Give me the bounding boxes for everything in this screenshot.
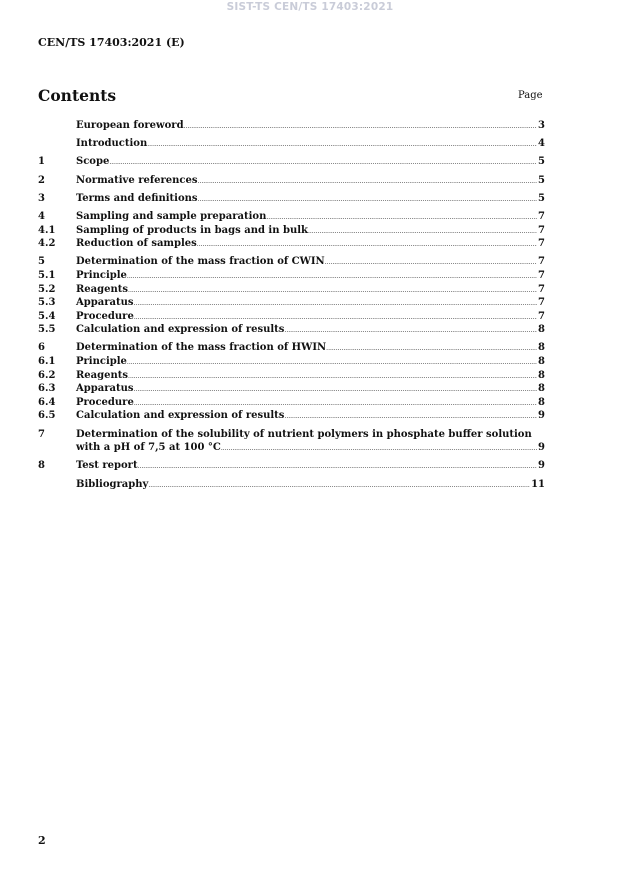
toc-entry-number: 8 bbox=[38, 460, 45, 472]
toc-entry[interactable] bbox=[38, 478, 545, 492]
toc-dot-leader bbox=[109, 156, 537, 170]
toc-entry[interactable] bbox=[38, 192, 545, 206]
toc-entry[interactable] bbox=[38, 409, 545, 423]
toc-entry-number: 7 bbox=[38, 428, 45, 440]
toc-entry-number: 1 bbox=[38, 156, 45, 168]
toc-entry-page: 5 bbox=[538, 156, 545, 168]
toc-tail-list bbox=[38, 459, 545, 491]
toc-entry-page: 4 bbox=[538, 138, 545, 150]
toc-entry-page: 9 bbox=[538, 410, 545, 422]
toc-entry-title: Determination of the mass fraction of HWIN bbox=[76, 342, 327, 354]
toc-entry[interactable] bbox=[38, 283, 545, 297]
toc-entry-title: Principle bbox=[76, 269, 127, 281]
toc-entry-title: Procedure bbox=[76, 396, 134, 408]
toc-entry-page: 8 bbox=[538, 356, 545, 368]
toc-entry-page: 7 bbox=[538, 283, 545, 295]
toc-dot-leader bbox=[221, 442, 537, 456]
toc-entry-title: Principle bbox=[76, 356, 127, 368]
toc-entry[interactable] bbox=[38, 355, 545, 369]
document-header: CEN/TS 17403:2021 (E) bbox=[38, 36, 185, 49]
toc-entry-title: Apparatus bbox=[76, 297, 134, 309]
toc-entry-page: 7 bbox=[538, 238, 545, 250]
toc-entry-number: 6.1 bbox=[38, 356, 56, 368]
toc-dot-leader bbox=[134, 397, 537, 411]
page-number: 2 bbox=[38, 834, 46, 847]
toc-dot-leader bbox=[284, 324, 537, 338]
toc-dot-leader bbox=[184, 120, 537, 134]
toc-entry-page: 5 bbox=[538, 192, 545, 204]
toc-entry-number: 4.1 bbox=[38, 224, 56, 236]
toc-entry-7[interactable] bbox=[38, 428, 545, 455]
toc-entry-number: 6.2 bbox=[38, 369, 56, 381]
toc-entry-number: 4 bbox=[38, 210, 45, 222]
table-of-contents bbox=[38, 119, 545, 491]
toc-entry[interactable] bbox=[38, 155, 545, 169]
toc-entry-title: European foreword bbox=[76, 120, 184, 131]
toc-entry-page: 8 bbox=[538, 342, 545, 354]
toc-entry-title: Calculation and expression of results bbox=[76, 324, 285, 336]
toc-dot-leader bbox=[128, 284, 537, 298]
toc-entry[interactable] bbox=[38, 382, 545, 396]
toc-entry-title: Determination of the mass fraction of CWIN bbox=[76, 256, 325, 268]
toc-entry-number: 5.1 bbox=[38, 269, 56, 281]
toc-dot-leader bbox=[147, 138, 537, 152]
watermark: SIST-TS CEN/TS 17403:2021 bbox=[226, 1, 394, 13]
toc-entry-page: 7 bbox=[538, 224, 545, 236]
toc-entry-title: Sampling and sample preparation bbox=[76, 210, 267, 222]
toc-entry[interactable] bbox=[38, 323, 545, 337]
toc-entry-page: 7 bbox=[538, 310, 545, 322]
toc-entry-number: 6.3 bbox=[38, 383, 56, 395]
toc-dot-leader bbox=[197, 238, 537, 252]
toc-entry-page: 5 bbox=[538, 174, 545, 186]
toc-entry[interactable] bbox=[38, 459, 545, 473]
toc-dot-leader bbox=[127, 270, 537, 284]
toc-entry-page: 11 bbox=[531, 478, 545, 490]
toc-entry[interactable] bbox=[38, 296, 545, 310]
toc-entry[interactable] bbox=[38, 310, 545, 324]
toc-entry-title: Reagents bbox=[76, 283, 129, 295]
toc-dot-leader bbox=[266, 211, 537, 225]
toc-entry-page: 8 bbox=[538, 369, 545, 381]
toc-entry-number: 5 bbox=[38, 256, 45, 268]
toc-entry-page: 9 bbox=[538, 442, 545, 454]
toc-entry-title: Terms and definitions bbox=[76, 192, 198, 204]
toc-dot-leader bbox=[326, 342, 537, 356]
toc-entry-page: 8 bbox=[538, 324, 545, 336]
toc-entry[interactable] bbox=[38, 237, 545, 251]
toc-entry[interactable] bbox=[38, 341, 545, 355]
toc-entry-title: Bibliography bbox=[76, 478, 149, 490]
toc-entry-title: Test report bbox=[76, 460, 138, 472]
toc-entry-number: 5.2 bbox=[38, 283, 56, 295]
toc-entry-page: 3 bbox=[538, 120, 545, 131]
toc-dot-leader bbox=[128, 370, 537, 384]
toc-entry[interactable] bbox=[38, 269, 545, 283]
toc-entry[interactable] bbox=[38, 369, 545, 383]
toc-entry-title-line2: with a pH of 7,5 at 100 °C bbox=[76, 442, 221, 454]
toc-entry[interactable] bbox=[38, 255, 545, 269]
toc-main-list bbox=[38, 119, 545, 423]
toc-dot-leader bbox=[134, 383, 538, 397]
toc-entry-number: 5.3 bbox=[38, 297, 56, 309]
toc-entry-page: 7 bbox=[538, 210, 545, 222]
toc-entry-title: Reagents bbox=[76, 369, 129, 381]
toc-entry[interactable] bbox=[38, 174, 545, 188]
toc-dot-leader bbox=[198, 193, 538, 207]
toc-entry-page: 7 bbox=[538, 256, 545, 268]
toc-entry-title: Reduction of samples bbox=[76, 238, 197, 250]
toc-dot-leader bbox=[148, 479, 530, 493]
toc-entry-number: 6.5 bbox=[38, 410, 56, 422]
contents-title: Contents bbox=[38, 86, 117, 105]
toc-entry-number: 2 bbox=[38, 174, 45, 186]
toc-entry-number: 6 bbox=[38, 342, 45, 354]
toc-entry-number: 5.5 bbox=[38, 324, 56, 336]
toc-entry-number: 6.4 bbox=[38, 396, 56, 408]
toc-dot-leader bbox=[134, 297, 538, 311]
toc-entry-page: 8 bbox=[538, 383, 545, 395]
toc-entry-title: Sampling of products in bags and in bulk bbox=[76, 224, 308, 236]
toc-entry-number: 4.2 bbox=[38, 238, 56, 250]
toc-entry[interactable] bbox=[38, 137, 545, 151]
toc-dot-leader bbox=[308, 225, 537, 239]
toc-entry-page: 8 bbox=[538, 396, 545, 408]
toc-entry-title: Normative references bbox=[76, 174, 198, 186]
toc-dot-leader bbox=[284, 410, 537, 424]
toc-dot-leader bbox=[134, 311, 537, 325]
page-column-label: Page bbox=[518, 90, 543, 101]
toc-dot-leader bbox=[127, 356, 537, 370]
toc-entry-page: 7 bbox=[538, 297, 545, 309]
toc-entry[interactable] bbox=[38, 210, 545, 224]
toc-dot-leader bbox=[198, 175, 538, 189]
toc-entry[interactable] bbox=[38, 119, 545, 133]
toc-entry-title: Calculation and expression of results bbox=[76, 410, 285, 422]
toc-entry[interactable] bbox=[38, 396, 545, 410]
toc-dot-leader bbox=[325, 256, 537, 270]
toc-entry-page: 7 bbox=[538, 269, 545, 281]
toc-entry-title: Introduction bbox=[76, 138, 148, 150]
toc-entry[interactable] bbox=[38, 224, 545, 238]
toc-entry-title: Scope bbox=[76, 156, 110, 168]
toc-entry-page: 9 bbox=[538, 460, 545, 472]
toc-entry-number: 3 bbox=[38, 192, 45, 204]
toc-entry-number: 5.4 bbox=[38, 310, 56, 322]
toc-entry-title: Apparatus bbox=[76, 383, 134, 395]
toc-entry-title-line1: Determination of the solubility of nutrient polymers in phosphate buffer solution bbox=[76, 428, 532, 440]
toc-entry-title: Procedure bbox=[76, 310, 134, 322]
toc-dot-leader bbox=[138, 460, 537, 474]
